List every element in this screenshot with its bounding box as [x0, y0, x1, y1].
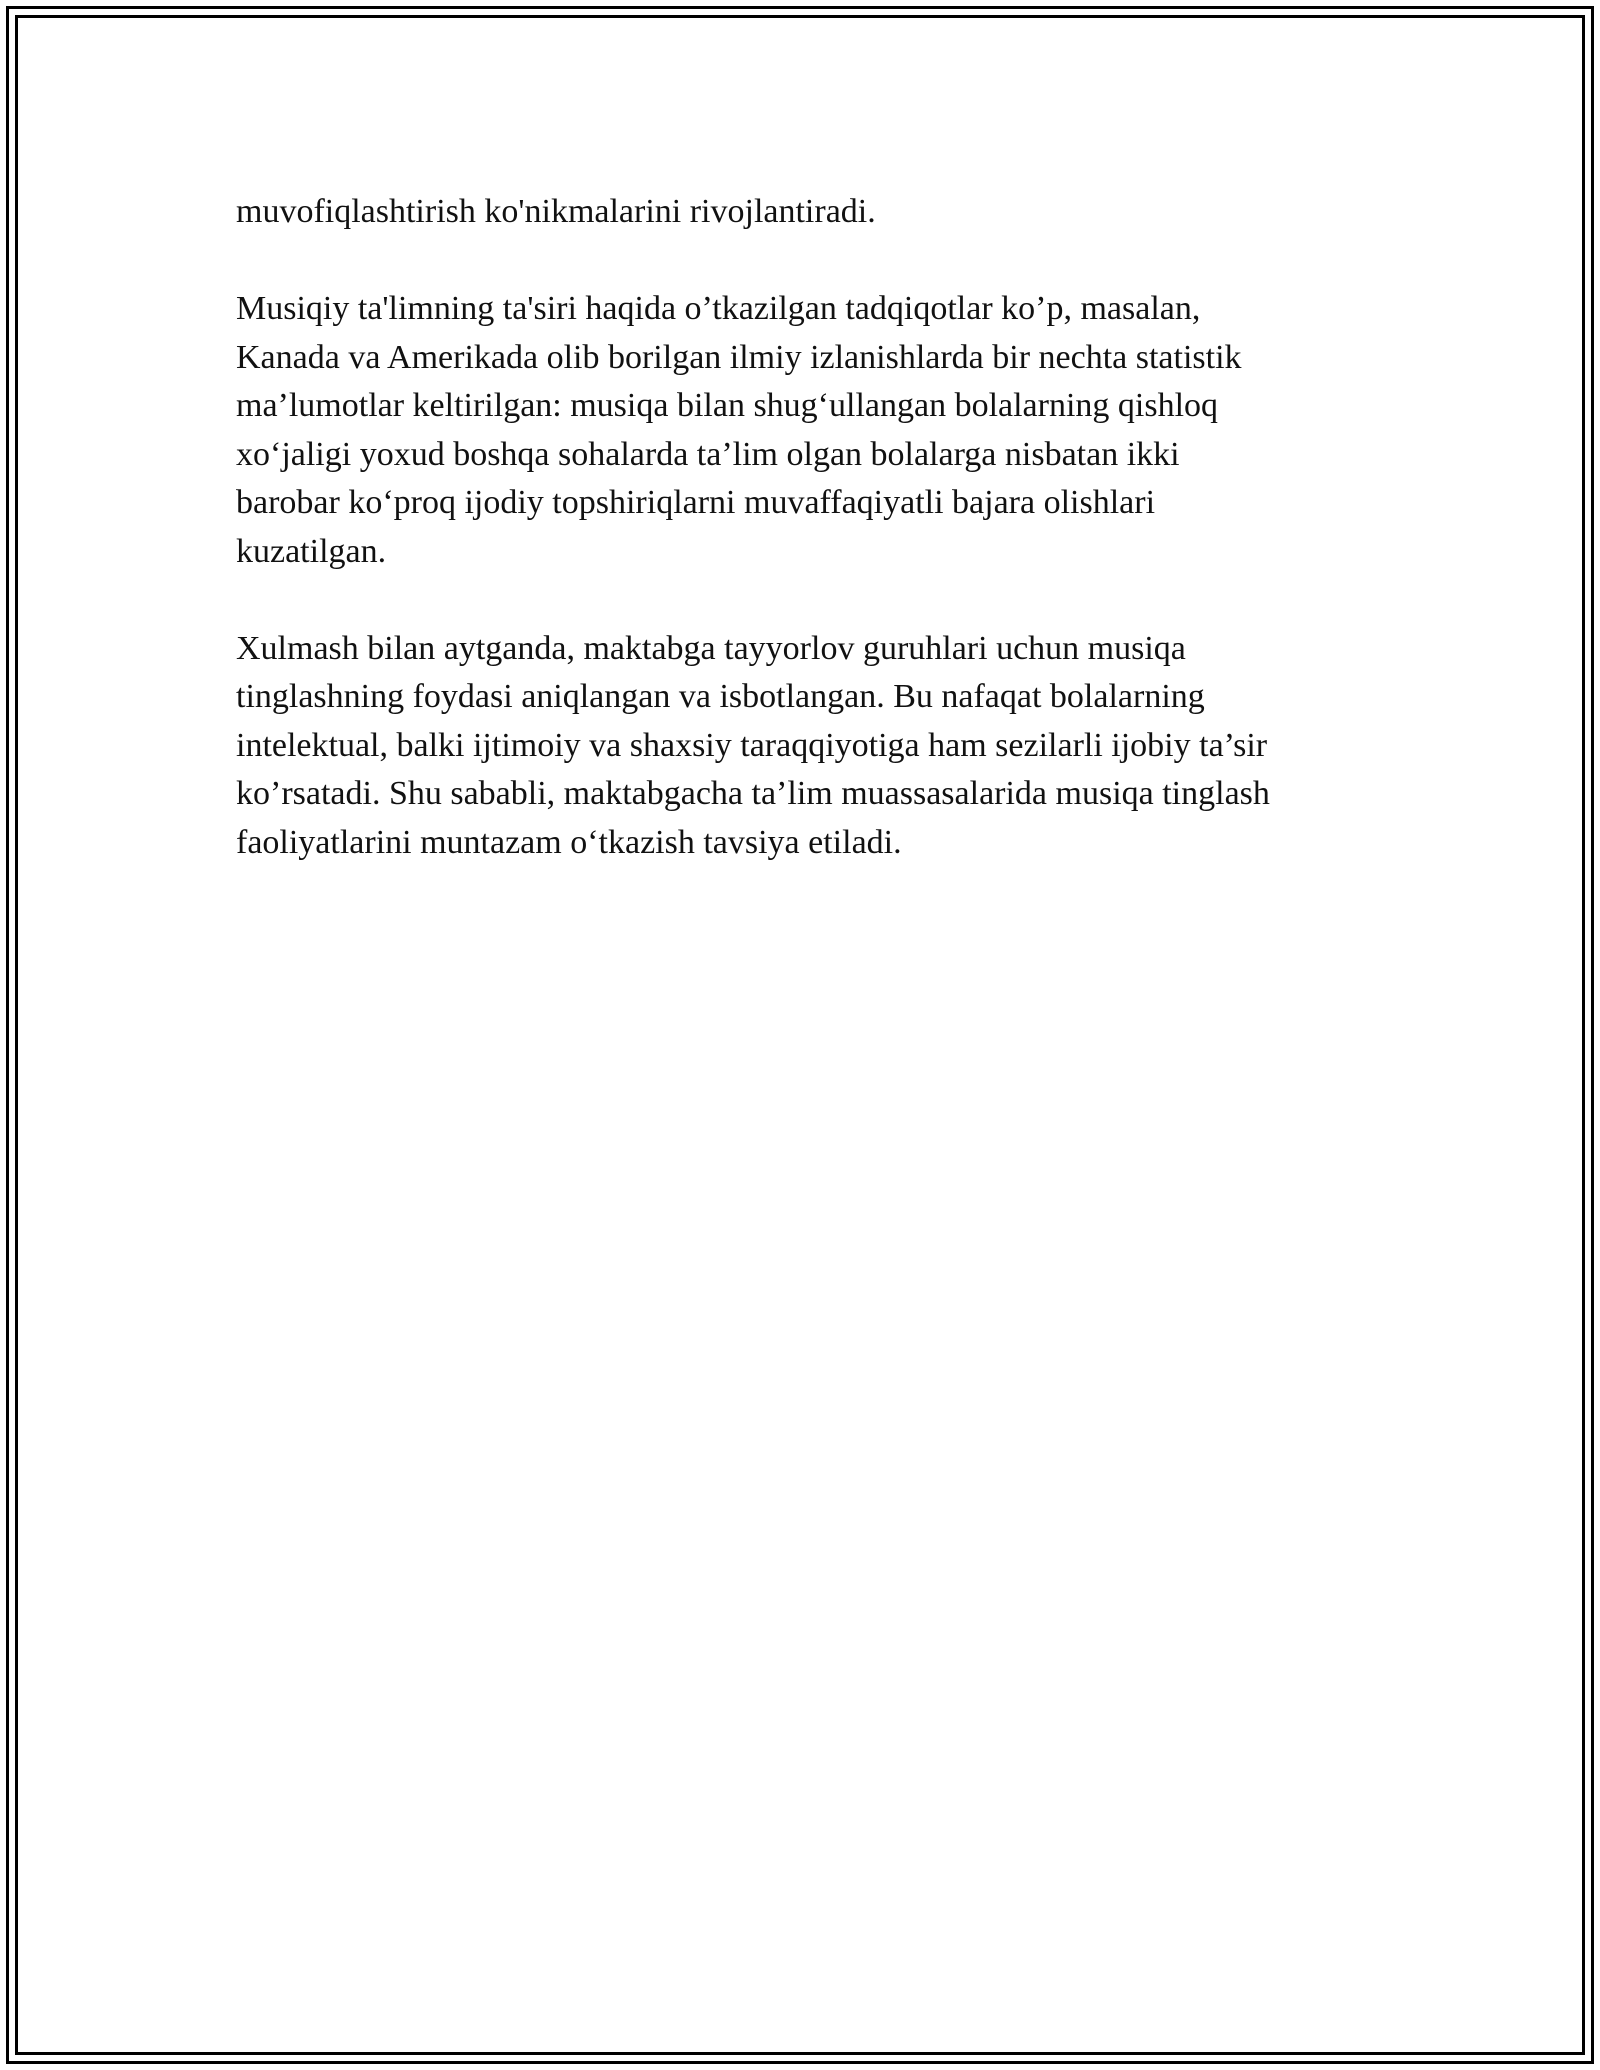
- paragraph: [236, 625, 1366, 868]
- text-line: tinglashning foydasi aniqlangan va isbotlangan. Bu nafaqat bolalarning: [236, 678, 1205, 715]
- text-line: intelektual, balki ijtimoiy va shaxsiy taraqqiyotiga ham sezilarli ijobiy ta’sir: [236, 726, 1268, 764]
- text-line: faoliyatlarini muntazam o‘tkazish tavsiya etiladi.: [236, 823, 902, 861]
- text-line: ko’rsatadi. Shu sababli, maktabgacha ta’lim muassasalarida musiqa tinglash: [236, 775, 1270, 812]
- text-line: ma’lumotlar keltirilgan: musiqa bilan shug‘ullangan bolalarning qishloq: [236, 387, 1219, 424]
- text-line: Xulmash bilan aytganda, maktabga tayyorlov guruhlari uchun musiqa: [236, 629, 1186, 667]
- text-line: Musiqiy ta'limning ta'siri haqida o’tkazilgan tadqiqotlar ko’p, masalan,: [236, 290, 1201, 327]
- text-line: Kanada va Amerikada olib borilgan ilmiy izlanishlarda bir nechta statistik: [236, 338, 1242, 376]
- paragraph: [236, 285, 1366, 576]
- text-line: xo‘jaligi yoxud boshqa sohalarda ta’lim olgan bolalarga nisbatan ikki: [236, 435, 1180, 473]
- document-body: [236, 188, 1366, 916]
- text-line: muvofiqlashtirish ko'nikmalarini rivojlantiradi.: [236, 193, 876, 230]
- text-line: kuzatilgan.: [236, 532, 387, 570]
- paragraph: [236, 188, 1366, 237]
- text-line: barobar ko‘proq ijodiy topshiriqlarni muvaffaqiyatli bajara olishlari: [236, 484, 1156, 521]
